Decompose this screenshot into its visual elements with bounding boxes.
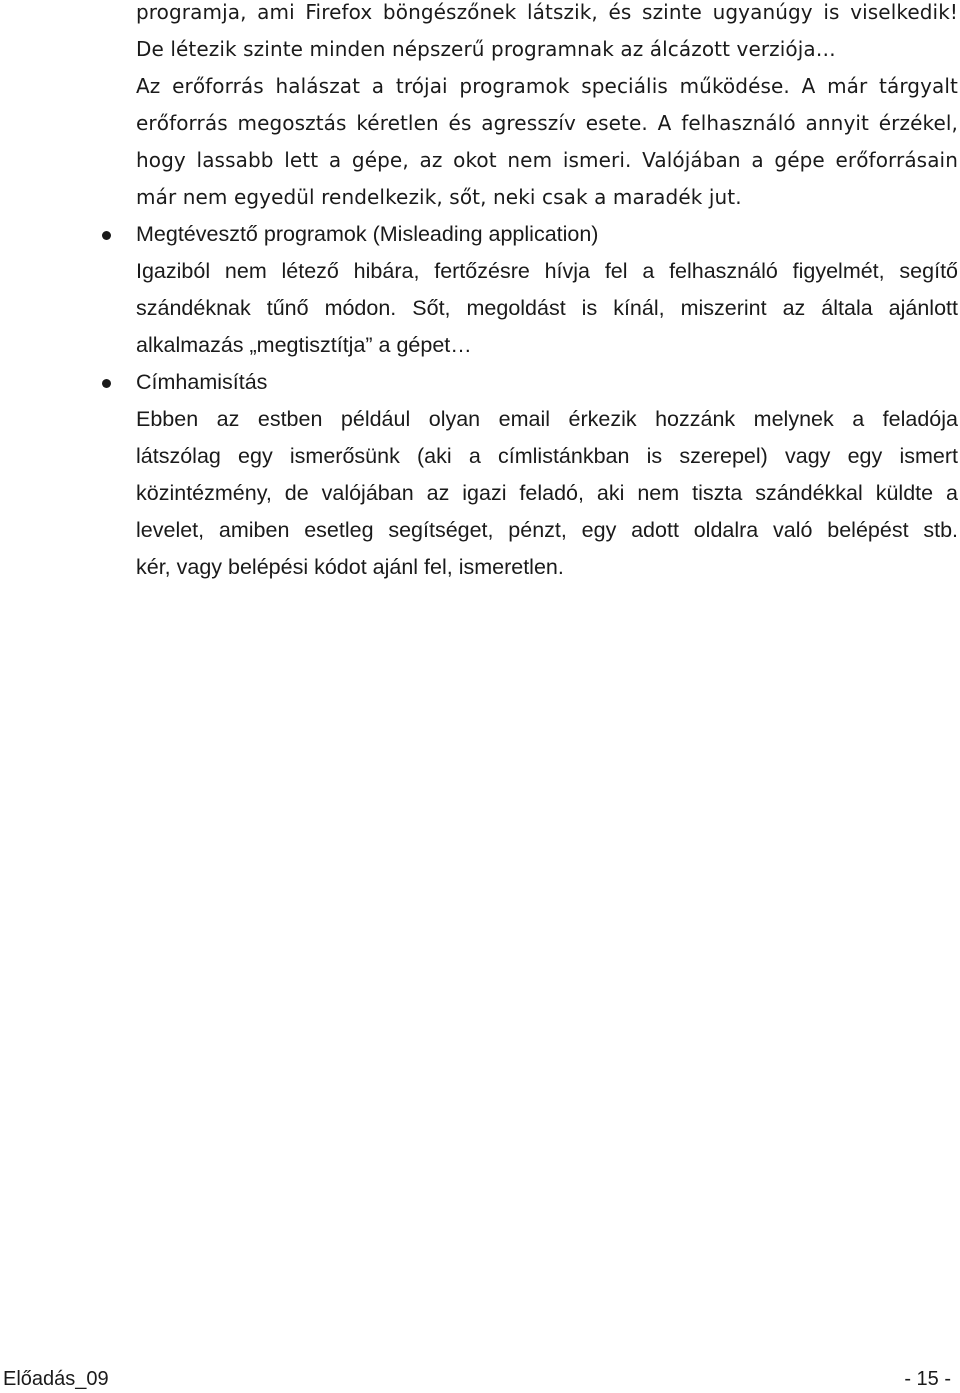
text-line: hogy lassabb lett a gépe, az okot nem ismeri. Valójában a gépe erőforrásain (136, 148, 958, 172)
bullet-heading-text: Megtévesztő programok (Misleading application) (136, 222, 599, 246)
text-line: már nem egyedül rendelkezik, sőt, neki csak a maradék jut. (136, 185, 742, 209)
body-text (136, 0, 958, 586)
text-line: erőforrás megosztás kéretlen és agresszív esete. A felhasználó annyit érzékel, (136, 111, 958, 135)
bullet-heading (136, 216, 958, 253)
text-line: De létezik szinte minden népszerű programnak az álcázott verziója… (136, 37, 836, 61)
text-line: kér, vagy belépési kódot ajánl fel, ismeretlen. (136, 555, 564, 579)
page-number: - 15 - (904, 1368, 951, 1390)
bullet-icon (102, 231, 111, 240)
text-line: közintézmény, de valójában az igazi feladó, aki nem tiszta szándékkal küldte a (136, 481, 958, 505)
text-line: Ebben az estben például olyan email érkezik hozzánk melynek a feladója (136, 407, 958, 431)
bullet-heading (136, 364, 958, 401)
bullet-icon (102, 379, 111, 388)
text-line: szándéknak tűnő módon. Sőt, megoldást is kínál, miszerint az általa ajánlott (136, 296, 958, 320)
text-line: alkalmazás „megtisztítja” a gépet… (136, 333, 472, 357)
text-line: levelet, amiben esetleg segítséget, pénzt, egy adott oldalra való belépést stb. (136, 518, 958, 542)
text-line: programja, ami Firefox böngészőnek látszik, és szinte ugyanúgy is viselkedik! (136, 0, 958, 24)
text-line: Az erőforrás halászat a trójai programok speciális működése. A már tárgyalt (136, 74, 958, 98)
text-line: Igaziból nem létező hibára, fertőzésre hívja fel a felhasználó figyelmét, segítő (136, 259, 958, 283)
text-line: látszólag egy ismerősünk (aki a címlistánkban is szerepel) vagy egy ismert (136, 444, 958, 468)
bullet-heading-text: Címhamisítás (136, 370, 268, 394)
footer-title: Előadás_09 (3, 1368, 109, 1390)
